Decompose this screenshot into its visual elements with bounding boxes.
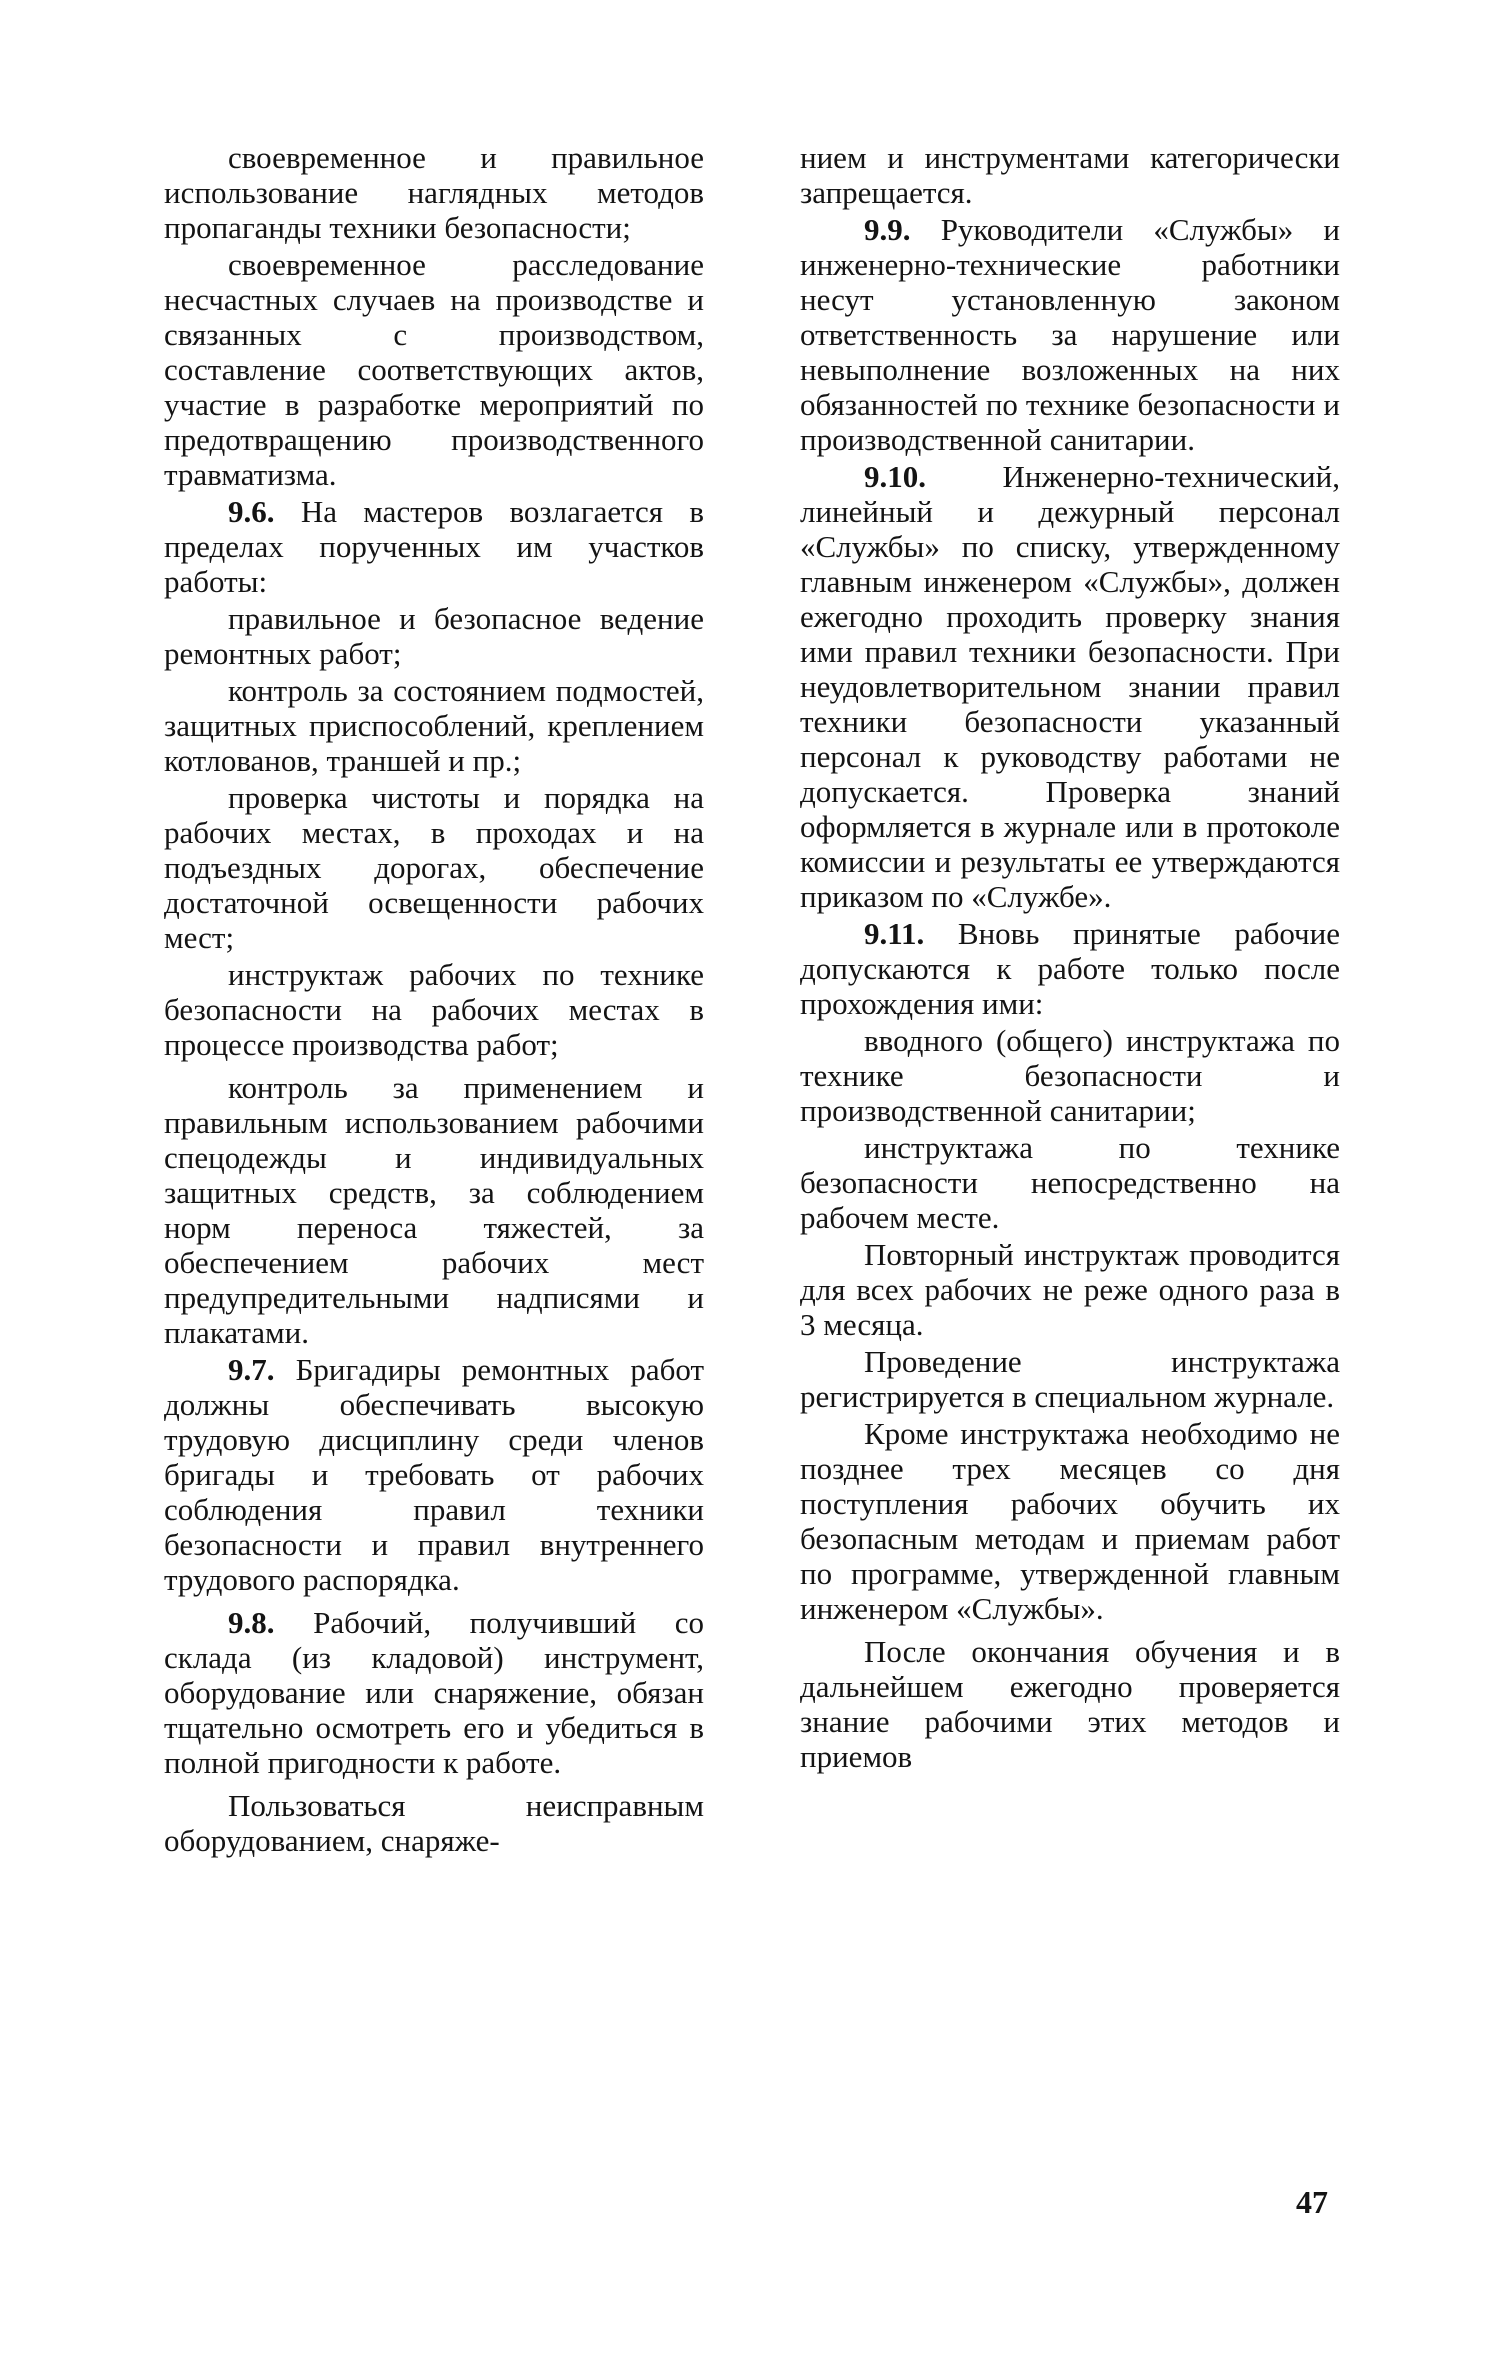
section-number: 9.10. [864, 459, 926, 494]
paragraph-text: Проведение инструктажа регистрируется в специальном журнале. [800, 1344, 1340, 1414]
paragraph-text: Рабочий, получивший со склада (из кладовой) инструмент, оборудование или снаряжение, обязан тщательно осмотреть его и убедиться в полной пригодности к работе. [164, 1605, 704, 1780]
section-number: 9.7. [228, 1352, 275, 1387]
section-number: 9.9. [864, 212, 911, 247]
right-paragraph [800, 916, 1340, 1021]
paragraph-text: контроль за применением и правильным использованием рабочими спецодежды и индивидуальных защитных средств, за соблюдением норм переноса тяжестей, за обеспечением рабочих мест предупредительными надписями и плакатами. [164, 1070, 704, 1350]
right-paragraph [800, 140, 1340, 210]
left-paragraph [164, 673, 704, 778]
paragraph-text: Вновь принятые рабочие допускаются к работе только после прохождения ими: [800, 916, 1340, 1021]
paragraph-text: вводного (общего) инструктажа по технике безопасности и производственной санитарии; [800, 1023, 1340, 1128]
section-number: 9.6. [228, 494, 275, 529]
paragraph-text: Руководители «Службы» и инженерно-технические работники несут установленную законом ответственность за нарушение или невыполнение возложенных на них обязанностей по технике безопасности и производственной санитарии. [800, 212, 1340, 457]
right-column [800, 140, 1340, 1776]
paragraph-text: Инженерно-технический, линейный и дежурный персонал «Службы» по списку, утвержденному главным инженером «Службы», должен ежегодно проходить проверку знания ими правил техники безопасности. При неудовлетворительном знании правил техники безопасности указанный персонал к руководству работами не допускается. Проверка знаний оформляется в журнале или в протоколе комиссии и результаты ее утверждаются приказом по «Службе». [800, 459, 1340, 914]
paragraph-text: На мастеров возлагается в пределах порученных им участков работы: [164, 494, 704, 599]
paragraph-text: инструктаж рабочих по технике безопасности на рабочих местах в процессе производства работ; [164, 957, 704, 1062]
paragraph-text: Повторный инструктаж проводится для всех рабочих не реже одного раза в 3 месяца. [800, 1237, 1340, 1342]
right-paragraph [800, 1237, 1340, 1342]
page-number: 47 [1296, 2184, 1328, 2220]
right-paragraph [800, 1344, 1340, 1414]
left-paragraph [164, 1352, 704, 1597]
paragraph-text: Бригадиры ремонтных работ должны обеспечивать высокую трудовую дисциплину среди членов бригады и требовать от рабочих соблюдения правил техники безопасности и правил внутреннего трудового распорядка. [164, 1352, 704, 1597]
paragraph-text: Пользоваться неисправным оборудованием, снаряже- [164, 1788, 704, 1858]
paragraph-text: контроль за состоянием подмостей, защитных приспособлений, креплением котлованов, траншей и пр.; [164, 673, 704, 778]
right-paragraph [800, 1416, 1340, 1626]
left-paragraph [164, 140, 704, 245]
left-paragraph [164, 247, 704, 492]
right-paragraph [800, 1130, 1340, 1235]
left-paragraph [164, 1605, 704, 1780]
paragraph-text: инструктажа по технике безопасности непосредственно на рабочем месте. [800, 1130, 1340, 1235]
left-paragraph [164, 601, 704, 671]
left-paragraph [164, 1070, 704, 1350]
paragraph-text: своевременное расследование несчастных случаев на производстве и связанных с производством, составление соответствующих актов, участие в разработке мероприятий по предотвращению производственного травматизма. [164, 247, 704, 492]
paragraph-text: После окончания обучения и в дальнейшем ежегодно проверяется знание рабочими этих методов и приемов [800, 1634, 1340, 1774]
paragraph-text: нием и инструментами категорически запрещается. [800, 140, 1340, 210]
right-paragraph [800, 1634, 1340, 1774]
left-paragraph [164, 1788, 704, 1858]
paragraph-text: правильное и безопасное ведение ремонтных работ; [164, 601, 704, 671]
right-paragraph [800, 1023, 1340, 1128]
left-paragraph [164, 780, 704, 955]
paragraph-text: проверка чистоты и порядка на рабочих местах, в проходах и на подъездных дорогах, обеспечение достаточной освещенности рабочих мест; [164, 780, 704, 955]
paragraph-text: своевременное и правильное использование наглядных методов пропаганды техники безопасности; [164, 140, 704, 245]
right-paragraph [800, 212, 1340, 457]
left-column [164, 140, 704, 1860]
left-paragraph [164, 494, 704, 599]
right-paragraph [800, 459, 1340, 914]
section-number: 9.8. [228, 1605, 275, 1640]
paragraph-text: Кроме инструктажа необходимо не позднее трех месяцев со дня поступления рабочих обучить их безопасным методам и приемам работ по программе, утвержденной главным инженером «Службы». [800, 1416, 1340, 1626]
left-paragraph [164, 957, 704, 1062]
section-number: 9.11. [864, 916, 925, 951]
